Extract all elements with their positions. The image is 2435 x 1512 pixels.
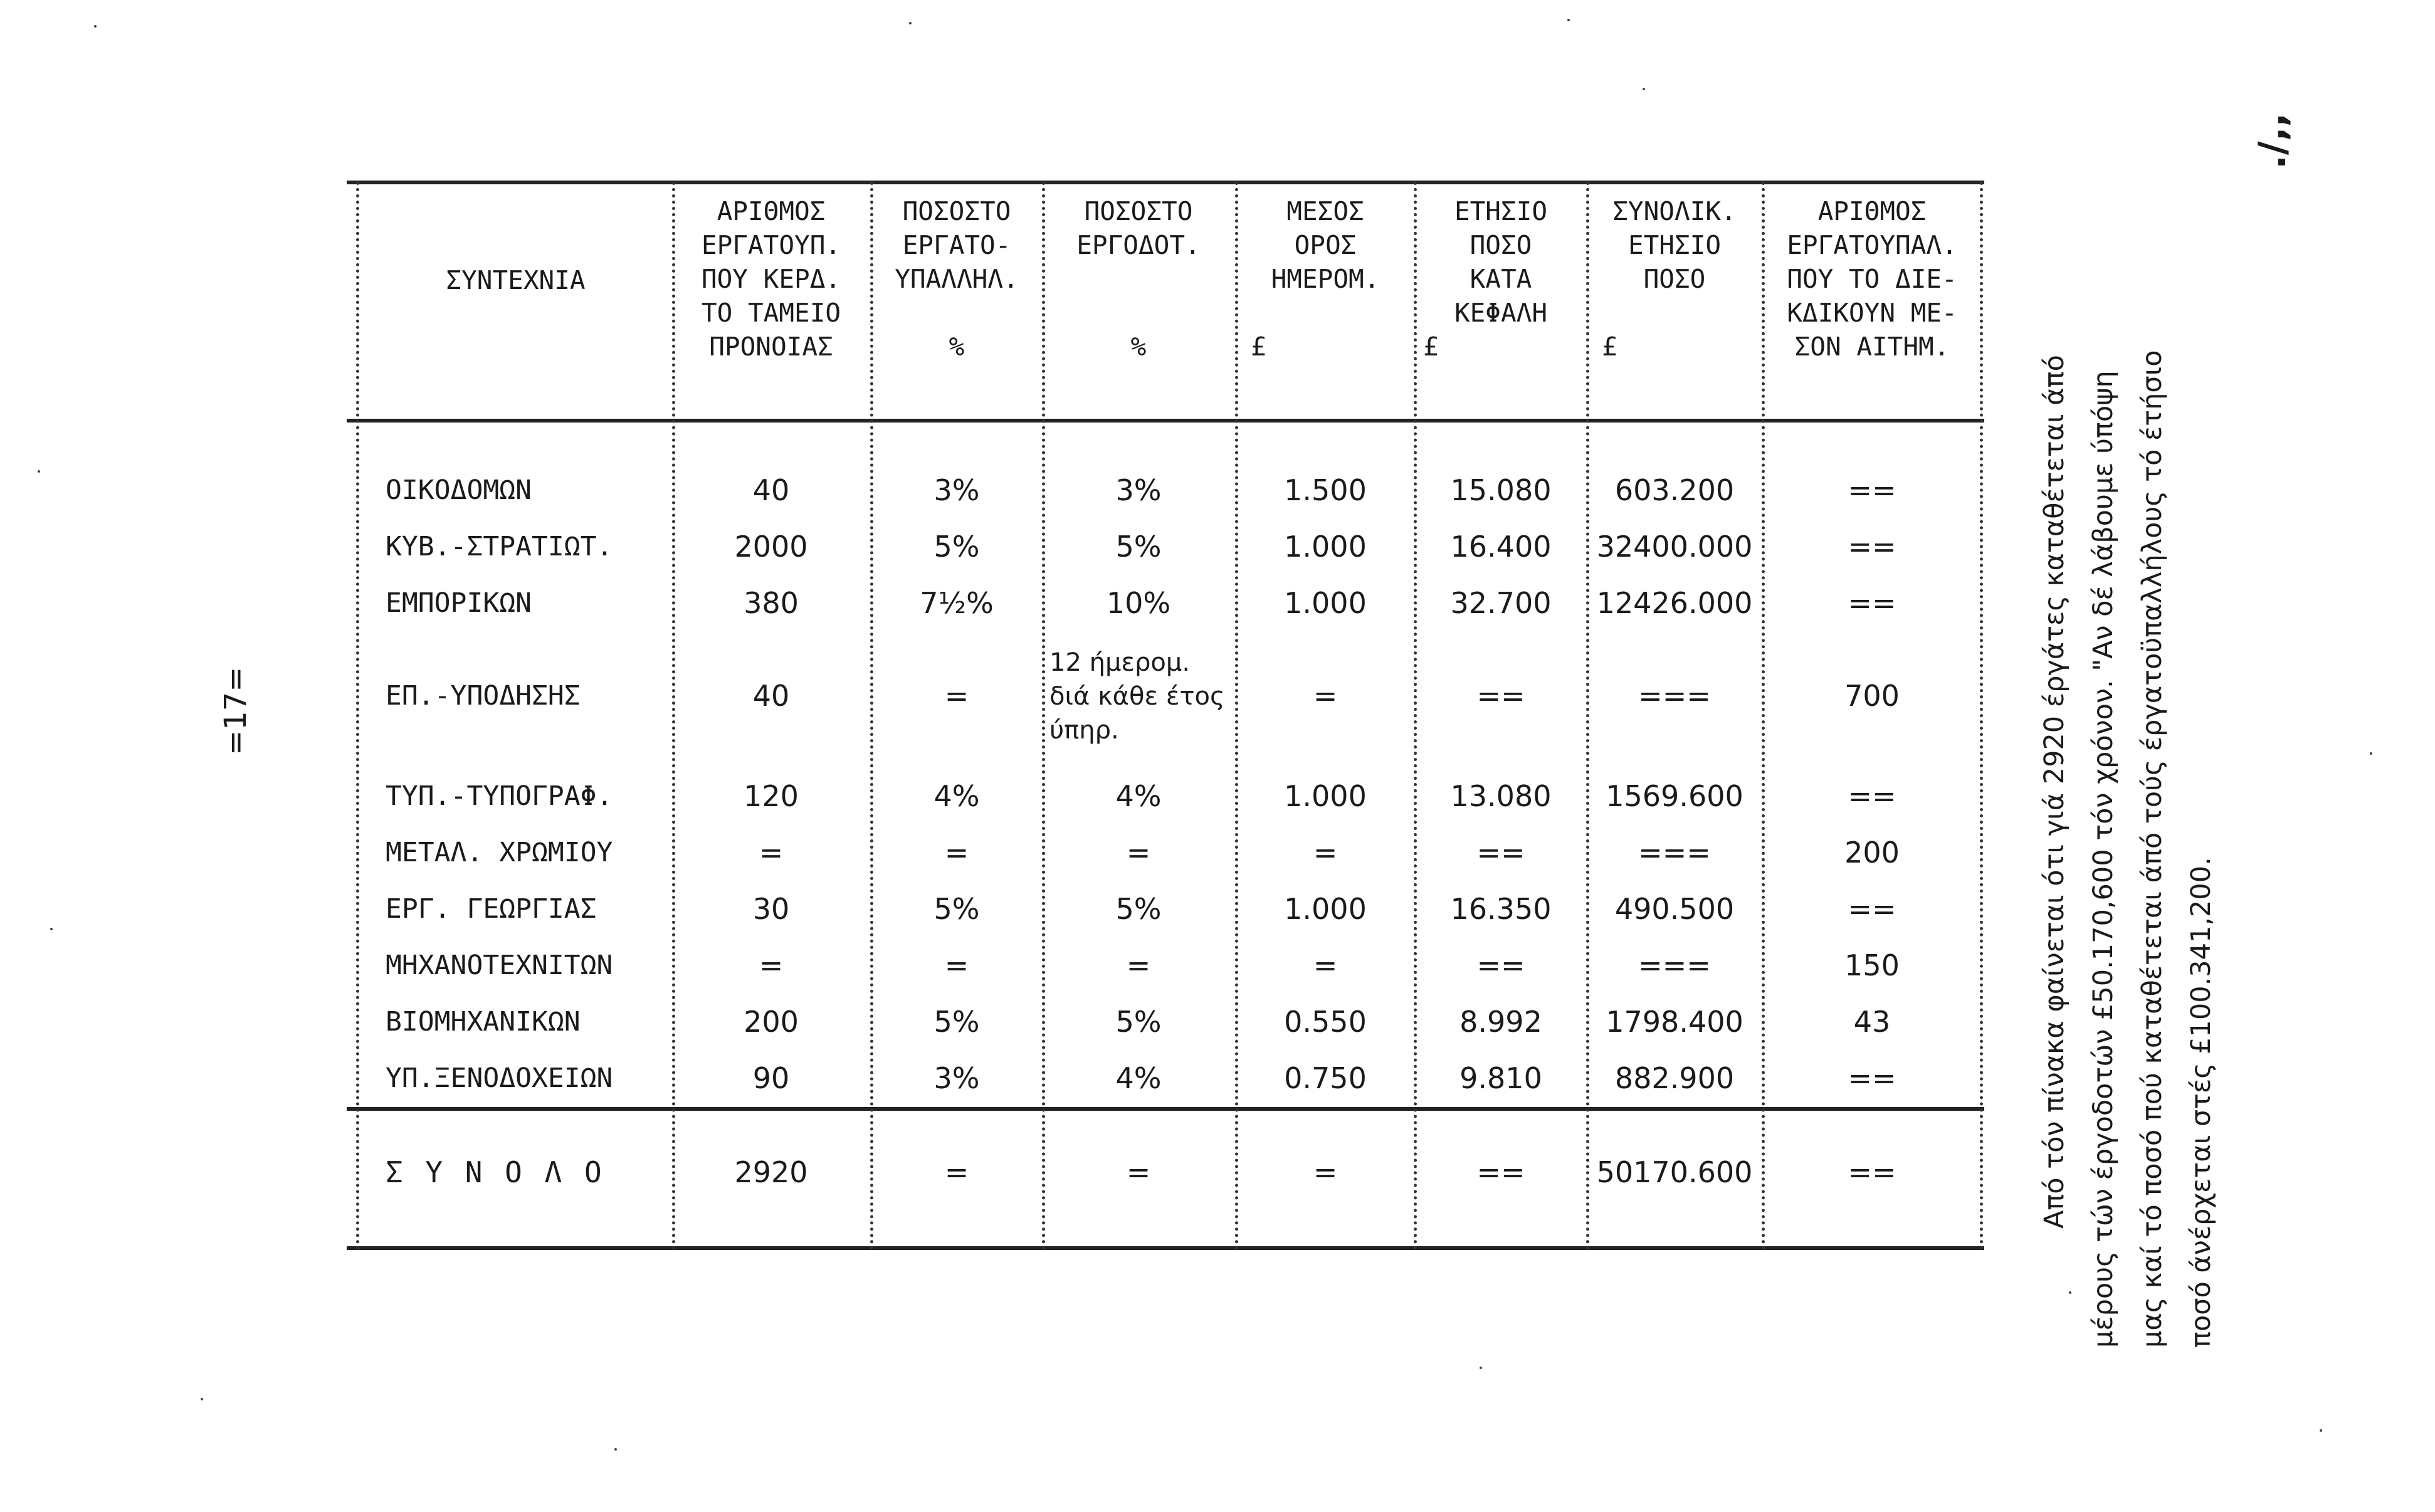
total-annual: 1798.400 [1606, 1005, 1743, 1039]
trade-name: ΕΜΠΟΡΙΚΩΝ [386, 587, 532, 619]
employee-rate: 3% [934, 473, 980, 507]
workers-count: 40 [752, 679, 790, 713]
continuation-mark: ./,, [2251, 112, 2295, 169]
employee-rate: 3% [934, 1061, 980, 1095]
scan-speck [94, 25, 97, 28]
claiming-count: == [1848, 779, 1896, 813]
annual-per-head: == [1476, 679, 1525, 713]
annual-per-head: 32.700 [1450, 586, 1552, 620]
employee-rate: 5% [934, 1005, 980, 1039]
header-annual-per-head: ΕΤΗΣΙΟ ΠΟΣΟ ΚΑΤΑ ΚΕΦΑΛΗ £ [1423, 196, 1548, 362]
trade-name: ΕΡΓ. ΓΕΩΡΓΙΑΣ [386, 893, 597, 925]
workers-count: 200 [744, 1005, 799, 1039]
claiming-count: 200 [1844, 836, 1900, 869]
page-number: =17= [218, 666, 253, 755]
claiming-count: == [1848, 586, 1896, 620]
average-daily: 0.750 [1284, 1061, 1367, 1095]
employer-rate-note: 12 ήμερομ. διά κάθε έτος ύπηρ. [1049, 648, 1225, 745]
trade-name: ΥΠ.ΞΕΝΟΔΟΧΕΙΩΝ [386, 1063, 613, 1094]
scan-speck [2320, 1429, 2322, 1432]
claiming-count: 150 [1844, 948, 1900, 982]
annual-per-head: 8.992 [1459, 1005, 1542, 1039]
table-top-rule [347, 181, 1984, 184]
claiming-count: == [1848, 530, 1896, 564]
employer-rate: 5% [1115, 530, 1162, 564]
total-annual: === [1638, 836, 1711, 869]
annual-per-head: 16.350 [1450, 892, 1552, 926]
average-daily: 1.000 [1284, 892, 1367, 926]
column-divider [356, 182, 359, 1251]
employee-rate: 5% [934, 892, 980, 926]
average-daily: 1.000 [1284, 530, 1367, 564]
total-annual-per-head: == [1476, 1155, 1525, 1189]
trade-name: ΒΙΟΜΗΧΑΝΙΚΩΝ [386, 1006, 581, 1037]
total-annual: === [1638, 948, 1711, 982]
trade-name: ΚΥΒ.-ΣΤΡΑΤΙΩΤ. [386, 531, 613, 562]
employee-rate: = [944, 836, 969, 869]
scan-speck [201, 1398, 203, 1400]
employee-rate: = [944, 679, 969, 713]
average-daily: = [1313, 679, 1338, 713]
workers-count: 120 [744, 779, 799, 813]
scan-speck [1567, 19, 1570, 21]
side-note-line: ποσό άνέρχεται στές £100.341,200. [2185, 857, 2217, 1348]
total-label: Σ Υ Ν Ο Λ Ο [386, 1155, 604, 1189]
average-daily: 1.000 [1284, 779, 1367, 813]
average-daily: 0.550 [1284, 1005, 1367, 1039]
workers-count: = [759, 836, 784, 869]
scan-speck [1643, 88, 1645, 90]
employer-rate: 4% [1115, 1061, 1162, 1095]
annual-per-head: 15.080 [1450, 473, 1552, 507]
workers-count: 40 [752, 473, 790, 507]
claiming-count: == [1848, 1061, 1896, 1095]
scan-speck [38, 470, 40, 473]
employee-rate: = [944, 948, 969, 982]
annual-per-head: 9.810 [1459, 1061, 1542, 1095]
total-employee-rate: = [944, 1155, 969, 1189]
employee-rate: 5% [934, 530, 980, 564]
average-daily: 1.000 [1284, 586, 1367, 620]
header-trade: ΣΥΝΤΕΧΝΙΑ [446, 265, 586, 295]
total-top-rule [347, 1107, 1984, 1111]
workers-count: 2000 [734, 530, 808, 564]
header-claiming-count: ΑΡΙΘΜΟΣ ΕΡΓΑΤΟΥΠΑΛ. ΠΟΥ ΤΟ ΔΙΕ- ΚΔΙΚΟΥΝ ΜΕ- ΣΟΝ ΑΙΤΗΜ. [1787, 196, 1957, 362]
employee-rate: 7½% [920, 586, 994, 620]
header-total-annual: ΣΥΝΟΛΙΚ. ΕΤΗΣΙΟ ΠΟΣΟ £ [1602, 196, 1737, 362]
total-annual-sum: 50170.600 [1596, 1155, 1753, 1189]
annual-per-head: 13.080 [1450, 779, 1552, 813]
scan-speck [2370, 752, 2372, 755]
trade-name: ΟΙΚΟΔΟΜΩΝ [386, 475, 532, 506]
scan-speck [909, 22, 912, 24]
side-note-line: μέρους τών έργοδοτών £50.170,600 τόν χρόνον. "Αν δέ λάβουμε ύπόψη [2088, 370, 2119, 1348]
header-employer-rate: ΠΟΣΟΣΤΟ ΕΡΓΟΔΟΤ. % [1076, 196, 1201, 362]
total-claiming: == [1848, 1155, 1896, 1189]
side-note-line: Από τόν πίνακα φαίνεται ότι γιά 2920 έργάτες καταθέτεται άπό [2039, 355, 2070, 1229]
header-employee-rate: ΠΟΣΟΣΤΟ ΕΡΓΑΤΟ- ΥΠΑΛΛΗΛ. % [895, 196, 1019, 362]
scan-speck [614, 1448, 617, 1451]
employer-rate: 5% [1115, 892, 1162, 926]
total-workers: 2920 [734, 1155, 808, 1189]
workers-count: 30 [752, 892, 790, 926]
claiming-count: 43 [1853, 1005, 1891, 1039]
employer-rate: = [1126, 836, 1151, 869]
employee-rate: 4% [934, 779, 980, 813]
employer-rate: = [1126, 948, 1151, 982]
annual-per-head: == [1476, 948, 1525, 982]
claiming-count: == [1848, 473, 1896, 507]
total-annual: === [1638, 679, 1711, 713]
header-average-daily: ΜΕΣΟΣ ΟΡΟΣ ΗΜΕΡΟΜ. £ [1251, 196, 1380, 362]
annual-per-head: == [1476, 836, 1525, 869]
column-divider [1980, 182, 1983, 1251]
workers-count: 380 [744, 586, 799, 620]
average-daily: = [1313, 836, 1338, 869]
trade-name: ΜΗΧΑΝΟΤΕΧΝΙΤΩΝ [386, 950, 613, 981]
average-daily: = [1313, 948, 1338, 982]
claiming-count: 700 [1844, 679, 1900, 713]
total-annual: 12426.000 [1596, 586, 1753, 620]
total-annual: 490.500 [1614, 892, 1735, 926]
table-bottom-rule [347, 1246, 1984, 1250]
trade-name: ΕΠ.-ΥΠΟΔΗΣΗΣ [386, 680, 581, 711]
scan-speck [50, 928, 53, 930]
total-employer-rate: = [1126, 1155, 1151, 1189]
claiming-count: == [1848, 892, 1896, 926]
workers-count: = [759, 948, 784, 982]
trade-name: ΤΥΠ.-ΤΥΠΟΓΡΑΦ. [386, 780, 613, 812]
trade-name: ΜΕΤΑΛ. ΧΡΩΜΙΟΥ [386, 837, 613, 868]
employer-rate: 4% [1115, 779, 1162, 813]
header-workers-count: ΑΡΙΘΜΟΣ ΕΡΓΑΤΟΥΠ. ΠΟΥ ΚΕΡΔ. ΤΟ ΤΑΜΕΙΟ ΠΡΟΝΟΙΑΣ [701, 196, 841, 362]
total-annual: 882.900 [1614, 1061, 1735, 1095]
average-daily: 1.500 [1284, 473, 1367, 507]
employer-rate: 5% [1115, 1005, 1162, 1039]
employer-rate: 3% [1115, 473, 1162, 507]
workers-count: 90 [752, 1061, 790, 1095]
total-average-daily: = [1313, 1155, 1338, 1189]
annual-per-head: 16.400 [1450, 530, 1552, 564]
total-annual: 1569.600 [1606, 779, 1743, 813]
employer-rate: 10% [1106, 586, 1171, 620]
total-annual: 603.200 [1614, 473, 1735, 507]
scan-speck [2069, 1291, 2071, 1294]
total-annual: 32400.000 [1596, 530, 1753, 564]
side-note-line: μας καί τό ποσό πού καταθέτεται άπό τούς έργατοϋπαλλήλους τό έτήσιο [2137, 350, 2168, 1348]
scan-speck [1480, 1367, 1482, 1369]
